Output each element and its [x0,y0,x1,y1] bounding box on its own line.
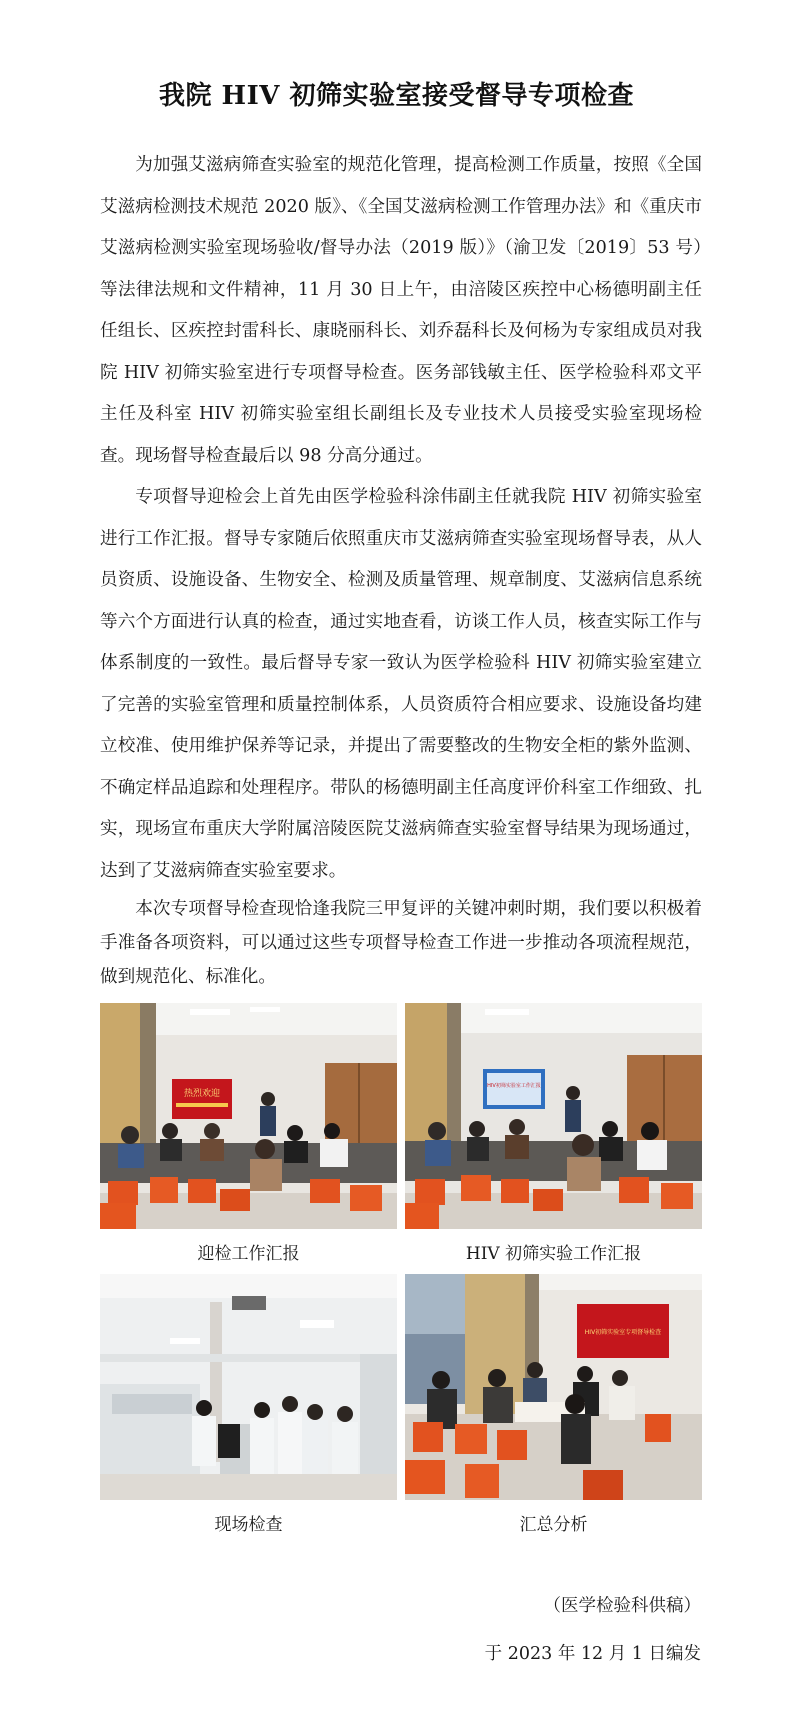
screen-text: HIV初筛实验室专项督导检查 [584,1329,662,1336]
photo-welcome-report [100,1003,397,1229]
photo-hiv-lab-report [405,1003,702,1229]
screen-text: HIV初筛实验室工作汇报 [487,1083,541,1089]
photo-summary-analysis [405,1274,702,1500]
screen-text: 热烈欢迎 [183,1089,221,1099]
page-title: 我院 HIV 初筛实验室接受督导专项检查 [158,81,634,112]
publish-date: 于 2023 年 12 月 1 日编发 [484,1644,701,1664]
source-note: （医学检验科供稿） [543,1596,701,1616]
paragraph-1: 为加强艾滋病筛查实验室的规范化管理，提高检测工作质量，按照《全国艾滋病检测技术规范 2020 版》、《全国艾滋病检测工作管理办法》和《重庆市艾滋病检测实验室现场验收/督导办法（2019 版）》（渝卫发〔2019〕53 号）等法律法规和文件精神，11 月 30 日上午，由涪陵区疾控中心杨德明副主任任组长、区疾控封雷科长、康晓丽科长、刘乔磊科长及何杨为专家组成员对我院 HIV 初筛实验室进行专项督导检查。医务部钱敏主任、医学检验科邓文平主任及科室 HIV 初筛实验室组长副组长及专业技术人员接受实验室现场检查。现场督导检查最后以 98 分高分通过。 [100,155,702,466]
photo-cell-2 [405,1003,702,1264]
photo-caption: 现场检查 [214,1515,283,1535]
paragraph-3: 本次专项督导检查现恰逢我院三甲复评的关键冲刺时期，我们要以积极着手准备各项资料，可以通过这些专项督导检查工作进一步推动各项流程规范，做到规范化、标准化。 [100,899,702,987]
photo-onsite-inspection [100,1274,397,1500]
article-body [100,145,702,994]
photo-cell-1 [100,1003,397,1264]
photo-cell-4 [405,1274,702,1535]
photo-caption: 迎检工作汇报 [197,1244,300,1264]
photo-caption: HIV 初筛实验工作汇报 [465,1244,642,1264]
paragraph-2: 专项督导迎检会上首先由医学检验科涂伟副主任就我院 HIV 初筛实验室进行工作汇报。督导专家随后依照重庆市艾滋病筛查实验室现场督导表，从人员资质、设施设备、生物安全、检测及质量管理、规章制度、艾滋病信息系统等六个方面进行认真的检查，通过实地查看，访谈工作人员，核查实际工作与体系制度的一致性。最后督导专家一致认为医学检验科 HIV 初筛实验室建立了完善的实验室管理和质量控制体系，人员资质符合相应要求、设施设备均建立校准、使用维护保养等记录，并提出了需要整改的生物安全柜的紫外监测、不确定样品追踪和处理程序。带队的杨德明副主任高度评价科室工作细致、扎实，现场宣布重庆大学附属涪陵医院艾滋病筛查实验室督导结果为现场通过，达到了艾滋病筛查实验室要求。 [100,487,702,881]
photo-cell-3 [100,1274,397,1535]
photo-caption: 汇总分析 [519,1515,588,1535]
